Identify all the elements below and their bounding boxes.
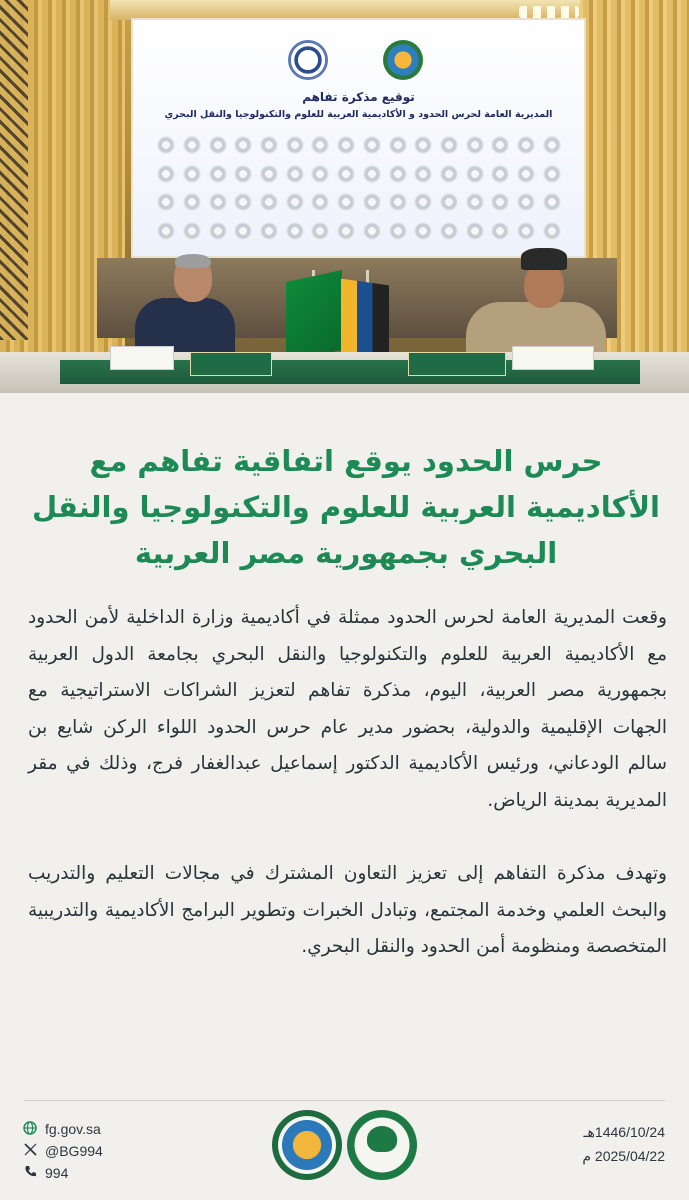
paragraph: وقعت المديرية العامة لحرس الحدود ممثلة في أكاديمية وزارة الداخلية لأمن الحدود مع الأكاديمية العربية للعلوم والتكنولوجيا والنقل البحري بجامعة الدول العربية بجمهورية مصر العربية، اليوم، مذكرة تفاهم لتعزيز الشراكات الاستراتيجية مع الجهات الإقليمية والدولية، بحضور مدير عام حرس الحدود اللواء الركن شايع بن سالم الودعاني، ورئيس الأكاديمية الدكتور إسماعيل عبدالغفار فرج، وذلك في مقر المديرية بمدينة الرياض. <box>28 607 667 811</box>
document-sheet <box>110 346 174 370</box>
border-guard-logo <box>383 40 423 80</box>
lattice-decoration <box>0 0 28 340</box>
border-guard-flag <box>341 279 389 364</box>
date-hijri: 1446/10/24هـ <box>583 1124 665 1140</box>
document-sheet <box>512 346 594 370</box>
x-handle-text: @BG994 <box>45 1143 103 1159</box>
paragraph: وتهدف مذكرة التفاهم إلى تعزيز التعاون المشترك في مجالات التعليم والتدريب والبحث العلمي وخدمة المجتمع، وتبادل الخبرات وتطوير البرامج الأكاديمية والتدريبية المتخصصة ومنظومة أمن الحدود والنقل البحري. <box>28 863 667 957</box>
website-link[interactable] <box>22 1121 101 1137</box>
academy-logo <box>288 40 328 80</box>
phone-text: 994 <box>45 1165 69 1181</box>
ceiling-lights <box>519 6 579 18</box>
screen-subtitle: توقيع مذكرة تفاهم <box>302 90 415 104</box>
screen-caption: المديرية العامة لحرس الحدود و الأكاديمية العربية للعلوم والتكنولوجيا والنقل البحري <box>164 109 553 120</box>
presentation-screen <box>131 18 586 258</box>
date-gregorian: 2025/04/22 م <box>582 1148 665 1164</box>
name-card-right <box>408 352 506 376</box>
globe-icon <box>22 1121 38 1137</box>
ministry-interior-emblem <box>347 1110 417 1180</box>
website-text: fg.gov.sa <box>45 1121 101 1137</box>
phone-link[interactable] <box>22 1165 68 1181</box>
headline: حرس الحدود يوقع اتفاقية تفاهم مع الأكاديمية العربية للعلوم والتكنولوجيا والنقل البحري بجمهورية مصر العربية <box>32 444 660 570</box>
border-guard-emblem <box>272 1110 342 1180</box>
footer-divider <box>24 1100 665 1101</box>
event-photo <box>0 0 689 393</box>
name-card-left <box>190 352 272 376</box>
emblem-grid <box>155 134 563 242</box>
article-body <box>28 600 667 1003</box>
x-logo-icon <box>22 1143 38 1159</box>
ceiling <box>110 0 580 20</box>
x-account-link[interactable] <box>22 1143 103 1159</box>
phone-icon <box>22 1165 38 1181</box>
saudi-flag <box>286 270 342 362</box>
